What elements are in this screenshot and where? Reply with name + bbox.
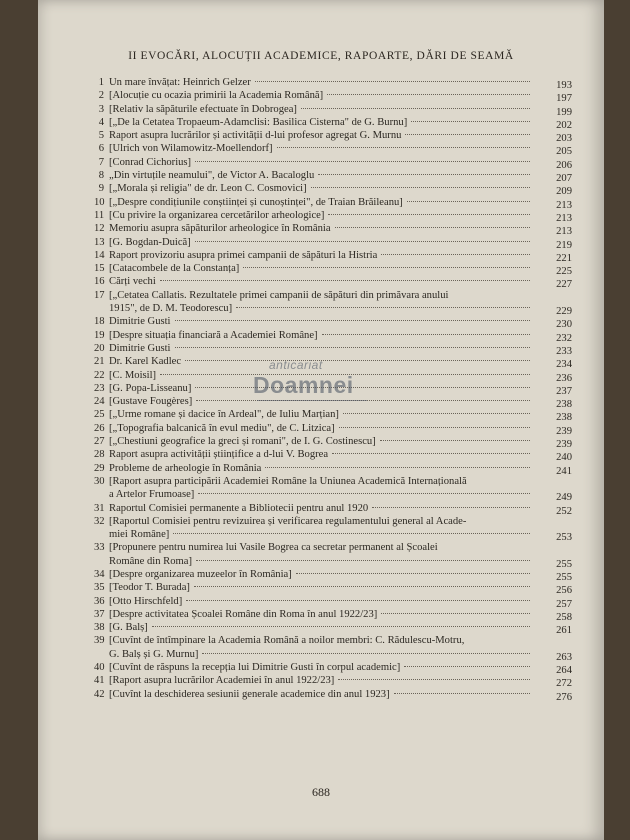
entry-title	[109, 196, 534, 209]
toc-entry	[94, 262, 574, 278]
entry-page: 234	[556, 359, 572, 371]
entry-title-text: Raport asupra activității științifice a d-lui V. Bogrea	[109, 449, 329, 461]
entry-title-text: [Raport asupra lucrărilor Academiei în anul 1922/23]	[109, 675, 335, 687]
book-page	[38, 0, 604, 840]
toc-entry	[94, 688, 574, 701]
entry-title-text: [„De la Cetatea Tropaeum-Adamclisi: Basilica Cisterna" de G. Burnu]	[109, 116, 408, 128]
entry-number: 40	[94, 662, 105, 674]
entry-title-text: 1915", de D. M. Teodorescu]	[109, 303, 233, 315]
entry-title-text: [„Cetatea Callatis. Rezultatele primei campanii de săpături din primăvara anului	[109, 289, 449, 301]
entry-page: 203	[556, 133, 572, 145]
toc-entry	[94, 634, 574, 661]
entry-number: 23	[94, 382, 105, 394]
entry-title	[109, 236, 534, 249]
entry-title	[109, 462, 534, 475]
entry-title	[109, 315, 534, 328]
entry-page: 256	[556, 585, 572, 597]
entry-number: 28	[94, 449, 105, 461]
leader-dots	[301, 107, 530, 109]
entry-page: 261	[556, 625, 572, 637]
leader-dots	[202, 652, 530, 654]
entry-title-text: [Propunere pentru numirea lui Vasile Bogrea ca secretar permanent al Școalei	[109, 542, 438, 554]
entry-title	[109, 222, 534, 235]
entry-page: 241	[556, 465, 572, 477]
entry-number: 3	[98, 103, 104, 115]
toc-entry	[94, 249, 574, 262]
entry-number: 9	[98, 183, 104, 195]
entry-title-text: [G. Popa-Lisseanu]	[109, 382, 192, 394]
leader-dots	[338, 678, 530, 680]
entry-number: 12	[94, 223, 105, 235]
toc-entry	[94, 116, 574, 129]
entry-page: 236	[556, 372, 572, 384]
toc-entry	[94, 595, 574, 608]
entry-title-text: Un mare învățat: Heinrich Gelzer	[109, 77, 251, 88]
toc-entry	[94, 315, 574, 331]
entry-page: 225	[556, 266, 572, 278]
entry-title	[109, 76, 534, 89]
entry-title	[109, 634, 534, 661]
toc-entry	[94, 289, 574, 316]
toc-entry	[94, 275, 574, 291]
leader-dots	[380, 439, 530, 441]
entry-number: 19	[94, 329, 105, 341]
entry-number: 35	[94, 582, 105, 594]
entry-page: 197	[556, 93, 572, 105]
toc-entry	[94, 674, 574, 690]
entry-number: 8	[98, 170, 104, 182]
toc-entry	[94, 342, 574, 355]
entry-title-text: [Despre organizarea muzeelor în România]	[109, 568, 292, 580]
section-heading: II EVOCĂRI, ALOCUȚII ACADEMICE, RAPOARTE, DĂRI DE SEAMĂ	[128, 50, 514, 62]
entry-title-text: [Raportul Comisiei pentru revizuirea și verificarea regulamentului general al Acade-	[109, 515, 467, 527]
entry-page: 232	[556, 332, 572, 344]
entry-title	[109, 541, 534, 568]
leader-dots	[332, 452, 530, 454]
entry-page: 230	[556, 319, 572, 331]
leader-dots	[277, 146, 530, 148]
entry-page: 193	[556, 80, 572, 91]
entry-title	[109, 275, 534, 288]
leader-dots	[405, 133, 530, 135]
toc-entry	[94, 222, 574, 238]
entry-number: 32	[94, 515, 105, 527]
entry-page: 263	[556, 651, 572, 663]
entry-title-text: G. Balș și G. Murnu]	[109, 648, 199, 660]
entry-title	[109, 249, 534, 262]
leader-dots	[243, 266, 530, 268]
page-number: 688	[312, 785, 330, 799]
entry-number: 39	[94, 635, 105, 647]
entry-number: 22	[94, 369, 105, 381]
entry-title-text: a Artelor Frumoase]	[109, 489, 195, 501]
toc-entry	[94, 182, 574, 198]
toc-entry	[94, 196, 574, 209]
entry-page: 253	[556, 532, 572, 544]
entry-number: 33	[94, 542, 105, 554]
entry-page: 206	[556, 159, 572, 171]
toc-entry	[94, 435, 574, 451]
entry-title	[109, 342, 534, 355]
entry-page: 239	[556, 425, 572, 437]
entry-title-text: [Cuvînt la deschiderea sesiunii generale academice din anul 1923]	[109, 688, 390, 700]
toc-entry	[94, 581, 574, 597]
entry-title	[109, 448, 534, 461]
entry-page: 258	[556, 611, 572, 623]
entry-number: 30	[94, 475, 105, 487]
watermark-logo	[235, 358, 380, 418]
leader-dots	[186, 599, 530, 601]
toc-entry	[94, 89, 574, 105]
entry-title	[109, 262, 534, 275]
entry-number: 37	[94, 608, 105, 620]
entry-page: 209	[556, 186, 572, 198]
entry-title-text: miei Române]	[109, 529, 170, 541]
toc-entry	[94, 661, 574, 677]
leader-dots	[195, 240, 530, 242]
entry-title	[109, 581, 534, 594]
entry-title-text: [G. Balș]	[109, 622, 148, 634]
entry-page: 255	[556, 558, 572, 570]
entry-page: 276	[556, 691, 572, 703]
entry-title-text: Raport asupra lucrărilor și activității d-lui profesor agregat G. Murnu	[109, 130, 402, 142]
toc-entry	[94, 541, 574, 568]
leader-dots	[236, 306, 530, 308]
entry-title-text: [„Urme romane și dacice în Ardeal", de Iuliu Marțian]	[109, 409, 339, 421]
entry-title-text: [Raport asupra participării Academiei Române la Uniunea Academică Internațională	[109, 475, 467, 487]
entry-title-text: [„Topografia balcanică în evul mediu", de C. Litzica]	[109, 422, 335, 434]
entry-title-text: [Relativ la săpăturile efectuate în Dobrogea]	[109, 103, 297, 115]
entry-title-text: Române din Roma]	[109, 555, 192, 567]
leader-dots	[339, 426, 530, 428]
leader-dots	[318, 173, 530, 175]
entry-title-text: [„Chestiuni geografice la greci și romani", de I. G. Costinescu]	[109, 436, 376, 448]
leader-dots	[160, 279, 530, 281]
entry-title-text: Dimitrie Gusti	[109, 316, 171, 328]
entry-number: 26	[94, 422, 105, 434]
entry-title-text: [Cuvînt de întîmpinare la Academia Română a noilor membri: C. Rădulescu-Motru,	[109, 635, 465, 647]
entry-title	[109, 329, 534, 342]
entry-page: 205	[556, 146, 572, 158]
entry-page: 233	[556, 345, 572, 357]
toc-entry	[94, 103, 574, 116]
entry-page: 199	[556, 106, 572, 118]
entry-page: 221	[556, 252, 572, 264]
toc-entry	[94, 329, 574, 342]
leader-dots	[173, 532, 530, 534]
entry-title	[109, 103, 534, 116]
entry-title	[109, 595, 534, 608]
toc-entry	[94, 448, 574, 464]
toc-entry	[94, 462, 574, 475]
entry-title	[109, 515, 534, 542]
leader-dots	[404, 665, 530, 667]
leader-dots	[335, 226, 530, 228]
entry-page: 213	[556, 226, 572, 238]
toc-entry	[94, 621, 574, 637]
entry-number: 11	[94, 209, 105, 221]
entry-title	[109, 89, 534, 102]
entry-title-text: Dimitrie Gusti	[109, 342, 171, 354]
entry-page: 213	[556, 212, 572, 224]
entry-title-text: [Cuvînt de răspuns la recepția lui Dimitrie Gusti în corpul academic]	[109, 662, 401, 674]
toc-entry	[94, 502, 574, 515]
entry-number: 13	[94, 236, 105, 248]
entry-title	[109, 209, 534, 222]
entry-number: 4	[98, 116, 104, 128]
entry-title	[109, 435, 534, 448]
entry-title	[109, 568, 534, 581]
toc-entry	[94, 156, 574, 169]
entry-title-text: „Din virtuțile neamului", de Victor A. Bacaloglu	[109, 170, 315, 182]
entry-number: 21	[94, 356, 105, 368]
entry-title-text: [C. Moisil]	[109, 369, 157, 381]
entry-number: 6	[98, 143, 104, 155]
leader-dots	[381, 253, 530, 255]
entry-title-text: [Ulrich von Wilamowitz-Moellendorf]	[109, 143, 273, 155]
entry-title-text: [„Despre condițiunile conștiinței și cunoștinței", de Traian Brăileanu]	[109, 196, 403, 208]
entry-number: 34	[94, 568, 105, 580]
entry-page: 238	[556, 399, 572, 411]
entry-page: 219	[556, 239, 572, 251]
toc-entry	[94, 608, 574, 621]
entry-title	[109, 608, 534, 621]
toc-entry	[94, 76, 574, 89]
entry-page: 272	[556, 678, 572, 690]
entry-number: 14	[94, 249, 105, 261]
entry-title-text: Raport provizoriu asupra primei campanii de săpături la Histria	[109, 249, 378, 261]
entry-title	[109, 688, 534, 701]
toc-entry	[94, 169, 574, 185]
watermark-main-text: Doamnei	[253, 372, 354, 398]
entry-title-text: [Alocuție cu ocazia primirii la Academia Română]	[109, 90, 324, 102]
leader-dots	[152, 625, 530, 627]
entry-title-text: [Conrad Cichorius]	[109, 156, 192, 168]
entry-title	[109, 129, 534, 142]
entry-title-text: Cărți vechi	[109, 276, 156, 288]
entry-title-text: [G. Bogdan-Duică]	[109, 236, 191, 248]
entry-number: 16	[94, 276, 105, 288]
entry-page: 238	[556, 412, 572, 424]
toc-entry	[94, 475, 574, 502]
toc-entry	[94, 129, 574, 145]
entry-title	[109, 169, 534, 182]
leader-dots	[328, 213, 530, 215]
entry-title-text: [Despre activitatea Școalei Române din Roma în anul 1922/23]	[109, 608, 378, 620]
leader-dots	[372, 506, 530, 508]
leader-dots	[327, 93, 530, 95]
entry-number: 10	[94, 196, 105, 208]
entry-title	[109, 661, 534, 674]
entry-number: 36	[94, 595, 105, 607]
entry-page: 207	[556, 173, 572, 185]
entry-number: 7	[98, 156, 104, 168]
entry-title	[109, 475, 534, 502]
entry-title	[109, 674, 534, 687]
entry-number: 25	[94, 409, 105, 421]
entry-page: 252	[556, 505, 572, 517]
entry-page: 213	[556, 199, 572, 211]
entry-title-text: [Despre situația financiară a Academiei Române]	[109, 329, 318, 341]
leader-dots	[175, 346, 531, 348]
entry-title	[109, 422, 534, 435]
entry-page: 240	[556, 452, 572, 464]
entry-title-text: Probleme de arheologie în România	[109, 462, 262, 474]
leader-dots	[198, 492, 530, 494]
toc-entry	[94, 209, 574, 222]
leader-dots	[296, 572, 530, 574]
entry-page: 249	[556, 492, 572, 504]
leader-dots	[255, 80, 530, 82]
entry-number: 5	[98, 130, 104, 142]
entry-title	[109, 182, 534, 195]
entry-title-text: [Otto Hirschfeld]	[109, 595, 183, 607]
entry-number: 20	[94, 342, 105, 354]
entry-number: 24	[94, 396, 105, 408]
leader-dots	[322, 333, 530, 335]
entry-title-text: Memoriu asupra săpăturilor arheologice în România	[109, 223, 331, 235]
entry-number: 18	[94, 316, 105, 328]
entry-number: 27	[94, 436, 105, 448]
entry-number: 31	[94, 502, 105, 514]
entry-page: 255	[556, 571, 572, 583]
entry-title	[109, 142, 534, 155]
entry-title-text: [Cu privire la organizarea cercetărilor arheologice]	[109, 209, 325, 221]
entry-page: 264	[556, 665, 572, 677]
entry-title	[109, 116, 534, 129]
entry-page: 227	[556, 279, 572, 291]
leader-dots	[194, 585, 530, 587]
leader-dots	[265, 466, 530, 468]
entry-title-text: [„Morala și religia" de dr. Leon C. Cosmovici]	[109, 183, 307, 195]
entry-page: 237	[556, 385, 572, 397]
toc-entry	[94, 236, 574, 249]
entry-number: 29	[94, 462, 105, 474]
entry-title-text: Raportul Comisiei permanente a Bibliotecii pentru anul 1920	[109, 502, 369, 514]
entry-number: 17	[94, 289, 105, 301]
leader-dots	[407, 200, 530, 202]
entry-number: 15	[94, 263, 105, 275]
entry-title-text: [Gustave Fougères]	[109, 396, 193, 408]
leader-dots	[175, 319, 531, 321]
entry-title	[109, 502, 534, 515]
toc-entry	[94, 422, 574, 435]
entry-title	[109, 289, 534, 316]
toc-entry	[94, 515, 574, 542]
entry-page: 239	[556, 439, 572, 451]
leader-dots	[411, 120, 530, 122]
entry-title-text: Dr. Karel Kadlec	[109, 356, 182, 368]
watermark-top-text: anticariat	[269, 358, 323, 372]
entry-page: 229	[556, 306, 572, 318]
entry-title	[109, 621, 534, 634]
leader-dots	[195, 160, 530, 162]
entry-title-text: [Teodor T. Burada]	[109, 582, 190, 594]
leader-dots	[381, 612, 530, 614]
entry-page: 202	[556, 119, 572, 131]
entry-number: 1	[98, 77, 104, 88]
entry-number: 41	[94, 675, 105, 687]
leader-dots	[196, 559, 530, 561]
watermark-underline	[257, 400, 367, 401]
leader-dots	[311, 186, 530, 188]
entry-number: 42	[94, 688, 105, 700]
entry-number: 38	[94, 622, 105, 634]
entry-page: 257	[556, 598, 572, 610]
entry-number: 2	[98, 90, 104, 102]
toc-entry	[94, 568, 574, 581]
entry-title-text: [Catacombele de la Constanța]	[109, 263, 240, 275]
toc-entry	[94, 142, 574, 158]
entry-title	[109, 156, 534, 169]
leader-dots	[394, 692, 530, 694]
